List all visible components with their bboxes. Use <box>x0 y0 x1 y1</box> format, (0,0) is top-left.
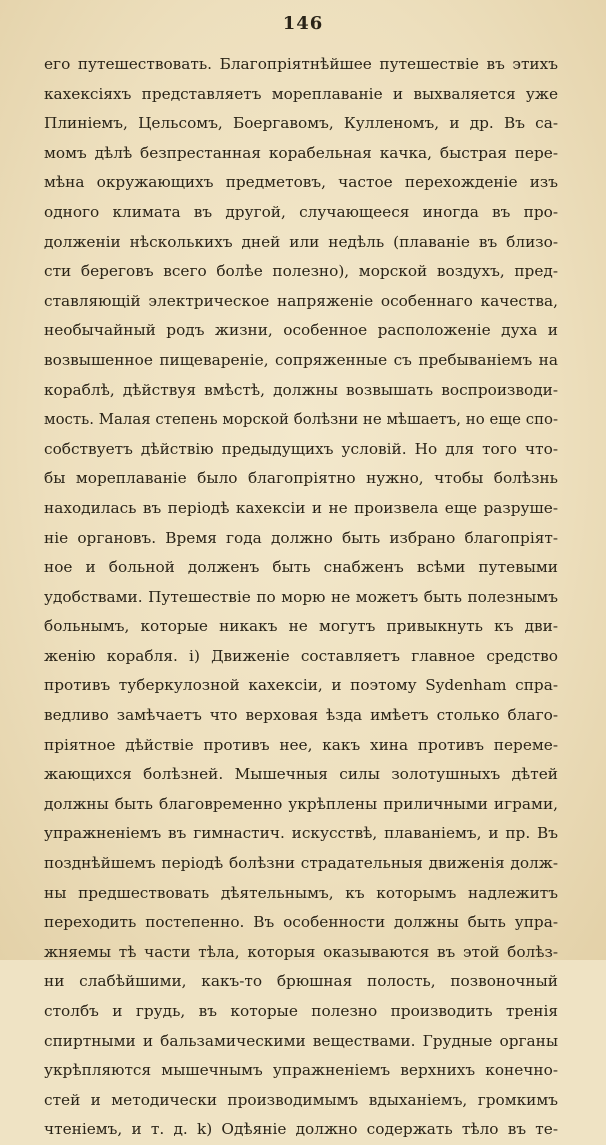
text-line: собствуетъ дѣйствію предыдущихъ условій. Но для того что- <box>44 439 558 458</box>
text-line: мѣна окружающихъ предметовъ, частое перехожденіе изъ <box>44 173 558 192</box>
text-line: находилась въ періодѣ кахексіи и не произвела еще разруше- <box>44 498 558 517</box>
text-line: сти береговъ всего болѣе полезно), морской воздухъ, пред- <box>44 262 558 281</box>
text-line: бы мореплаваніе было благопріятно нужно, чтобы болѣзнь <box>44 469 558 488</box>
text-line: упражненіемъ въ гимнастич. искусствѣ, плаваніемъ, и пр. Въ <box>44 824 558 843</box>
text-line: удобствами. Путешествіе по морю не можетъ быть полезнымъ <box>44 587 558 606</box>
text-line: одного климата въ другой, случающееся иногда въ про- <box>44 202 558 221</box>
text-line: необычайный родъ жизни, особенное расположеніе духа и <box>44 321 558 340</box>
text-line: пріятное дѣйствіе противъ нее, какъ хина противъ переме- <box>44 735 558 754</box>
text-line: ное и больной долженъ быть снабженъ всѣми путевыми <box>44 558 558 577</box>
text-line: его путешествовать. Благопріятнѣйшее путешествіе въ этихъ <box>44 55 558 73</box>
text-line: чтеніемъ, и т. д. k) Одѣяніе должно содержать тѣло въ те- <box>44 1120 558 1139</box>
text-line: кораблѣ, дѣйствуя вмѣстѣ, должны возвышать воспроизводи- <box>44 380 558 399</box>
text-line: ни слабѣйшими, какъ-то брюшная полость, позвоночный <box>44 972 558 991</box>
text-line: ны предшествовать дѣятельнымъ, къ которымъ надлежитъ <box>44 883 558 902</box>
text-line: переходить постепенно. Въ особенности должны быть упра- <box>44 913 558 932</box>
text-line: должны быть благовременно укрѣплены приличными играми, <box>44 794 558 813</box>
text-line: момъ дѣлѣ безпрестанная корабельная качка, быстрая пере- <box>44 143 558 162</box>
text-line: ставляющій электрическое напряженіе особеннаго качества, <box>44 291 558 310</box>
text-line: укрѣпляются мышечнымъ упражненіемъ верхнихъ конечно- <box>44 1061 558 1080</box>
text-line: мость. Малая степень морской болѣзни не мѣшаетъ, но еще спо- <box>44 410 558 429</box>
text-line: ніе органовъ. Время года должно быть избрано благопріят- <box>44 528 558 547</box>
text-line: противъ туберкулозной кахексіи, и поэтому Sydenham спра- <box>44 676 558 695</box>
page-number: 146 <box>282 13 324 34</box>
text-line: стей и методически производимымъ вдыханіемъ, громкимъ <box>44 1090 558 1109</box>
text-line: позднѣйшемъ періодѣ болѣзни страдательныя движенія долж- <box>44 854 558 873</box>
text-line: кахексіяхъ представляетъ мореплаваніе и выхваляется уже <box>44 84 558 103</box>
text-line: столбъ и грудь, въ которые полезно производить тренія <box>44 1002 558 1020</box>
text-line: спиртными и бальзамическими веществами. Грудные органы <box>44 1031 558 1050</box>
text-line: долженіи нѣсколькихъ дней или недѣль (плаваніе въ близо- <box>44 232 558 251</box>
text-line: больнымъ, которые никакъ не могутъ привыкнуть къ дви- <box>44 617 558 636</box>
body-text <box>44 50 558 1145</box>
text-line: Плиніемъ, Цельсомъ, Боергавомъ, Кулленомъ, и др. Въ са- <box>44 114 558 133</box>
text-line: возвышенное пищевареніе, сопряженные съ пребываніемъ на <box>44 350 558 369</box>
text-line: жающихся болѣзней. Мышечныя силы золотушныхъ дѣтей <box>44 765 558 784</box>
text-line: ведливо замѣчаетъ что верховая ѣзда имѣетъ столько благо- <box>44 706 558 725</box>
text-line: жняемы тѣ части тѣла, которыя оказываются въ этой болѣз- <box>44 942 558 961</box>
text-line: женію корабля. i) Движеніе составляетъ главное средство <box>44 646 558 665</box>
